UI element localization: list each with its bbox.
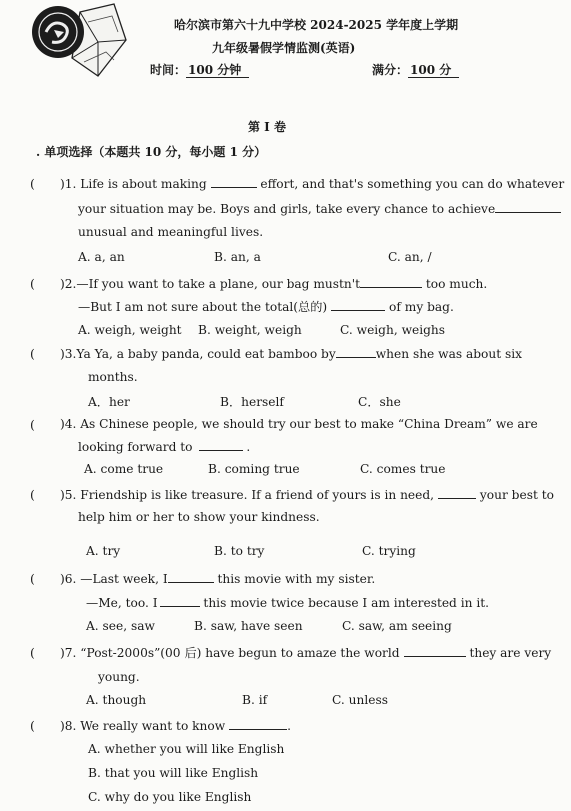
question-2-option-c[interactable]: C. weigh, weighs	[340, 323, 446, 337]
answer-paren: (	[30, 176, 35, 191]
answer-paren: (	[30, 346, 35, 361]
question-4-line-1: )4. As Chinese people, we should try our best to make “China Dream” we are	[60, 417, 538, 431]
question-5-line-1: )5. Friendship is like treasure. If a friend of yours is in need, your best to	[60, 488, 554, 502]
bullet-dot: .	[36, 145, 41, 159]
score-label: 满分：	[372, 63, 409, 77]
exam-subtitle: 九年级暑假学情监测(英语)	[212, 41, 356, 55]
answer-paren: (	[30, 718, 35, 733]
question-6-line-2: —Me, too. I this movie twice because I am interested in it.	[86, 596, 490, 610]
question-6-line-1: )6. —Last week, I this movie with my sister.	[60, 572, 376, 586]
school-title: 哈尔滨市第六十九中学校 2024-2025 学年度上学期	[174, 18, 459, 32]
question-3-line-1: )3.Ya Ya, a baby panda, could eat bamboo by when she was about six	[60, 347, 523, 361]
answer-blank	[404, 646, 466, 657]
section-title: 第 I 卷	[248, 120, 286, 134]
question-3-option-c[interactable]: C．she	[358, 395, 401, 409]
question-4-option-a[interactable]: A. come true	[84, 462, 164, 476]
question-4-option-b[interactable]: B. coming true	[208, 462, 300, 476]
question-8-line-1: )8. We really want to know .	[60, 719, 292, 733]
part-title	[36, 143, 266, 160]
question-8-option-a[interactable]: A. whether you will like English	[88, 742, 285, 756]
answer-paren: (	[30, 645, 35, 660]
answer-paren: (	[30, 417, 35, 432]
question-5-option-a[interactable]: A. try	[86, 544, 121, 558]
answer-blank	[331, 300, 385, 311]
answer-blank	[211, 177, 257, 188]
question-1-option-c[interactable]: C. an, /	[388, 250, 432, 264]
question-1-option-b[interactable]: B. an, a	[214, 250, 261, 264]
answer-paren: (	[30, 487, 35, 502]
question-4-line-2: looking forward to .	[78, 440, 251, 454]
question-1-line-1: )1. Life is about making effort, and that's something you can do whatever	[60, 177, 565, 191]
answer-paren: (	[30, 276, 35, 291]
part-title-text: 单项选择（本题共 10 分，每小题 1 分）	[44, 145, 267, 159]
time-info	[150, 61, 249, 78]
question-7-line-1: )7. “Post-2000s”(00 后) have begun to amaze the world they are very	[60, 646, 552, 660]
question-6-option-c[interactable]: C. saw, am seeing	[342, 619, 452, 633]
answer-blank	[199, 440, 243, 451]
question-2-option-a[interactable]: A. weigh, weight	[78, 323, 182, 337]
question-6-option-b[interactable]: B. saw, have seen	[194, 619, 303, 633]
answer-blank	[495, 202, 561, 213]
question-8-option-b[interactable]: B. that you will like English	[88, 766, 259, 780]
question-7-option-a[interactable]: A. though	[86, 693, 147, 707]
answer-blank	[438, 488, 476, 499]
answer-blank	[160, 596, 200, 607]
question-2-option-b[interactable]: B. weight, weigh	[198, 323, 302, 337]
question-1-line-3: unusual and meaningful lives.	[78, 225, 264, 239]
question-5-option-c[interactable]: C. trying	[362, 544, 416, 558]
question-1-option-a[interactable]: A. a, an	[78, 250, 125, 264]
score-info	[372, 61, 459, 78]
question-1-line-2: your situation may be. Boys and girls, take every chance to achieve	[78, 202, 561, 215]
question-7-line-2: young.	[98, 670, 140, 684]
answer-paren: (	[30, 571, 35, 586]
answer-blank	[336, 347, 376, 358]
answer-blank	[360, 277, 422, 288]
answer-blank	[229, 719, 287, 730]
question-3-option-b[interactable]: B．herself	[220, 395, 284, 409]
question-3-option-a[interactable]: A．her	[88, 395, 130, 409]
question-4-option-c[interactable]: C. comes true	[360, 462, 446, 476]
score-value: 100 分	[408, 63, 459, 78]
question-8-option-c[interactable]: C. why do you like English	[88, 790, 252, 804]
time-value: 100 分钟	[186, 63, 249, 78]
school-logo	[28, 2, 128, 82]
question-5-line-2: help him or her to show your kindness.	[78, 510, 320, 524]
time-label: 时间：	[150, 63, 187, 77]
question-2-line-1: )2.—If you want to take a plane, our bag mustn't too much.	[60, 277, 488, 291]
answer-blank	[168, 572, 214, 583]
question-7-option-c[interactable]: C. unless	[332, 693, 388, 707]
question-2-line-2: —But I am not sure about the total(总的) of my bag.	[78, 300, 454, 314]
question-5-option-b[interactable]: B. to try	[214, 544, 265, 558]
question-3-line-2: months.	[88, 370, 138, 384]
question-6-option-a[interactable]: A. see, saw	[86, 619, 155, 633]
question-7-option-b[interactable]: B. if	[242, 693, 268, 707]
